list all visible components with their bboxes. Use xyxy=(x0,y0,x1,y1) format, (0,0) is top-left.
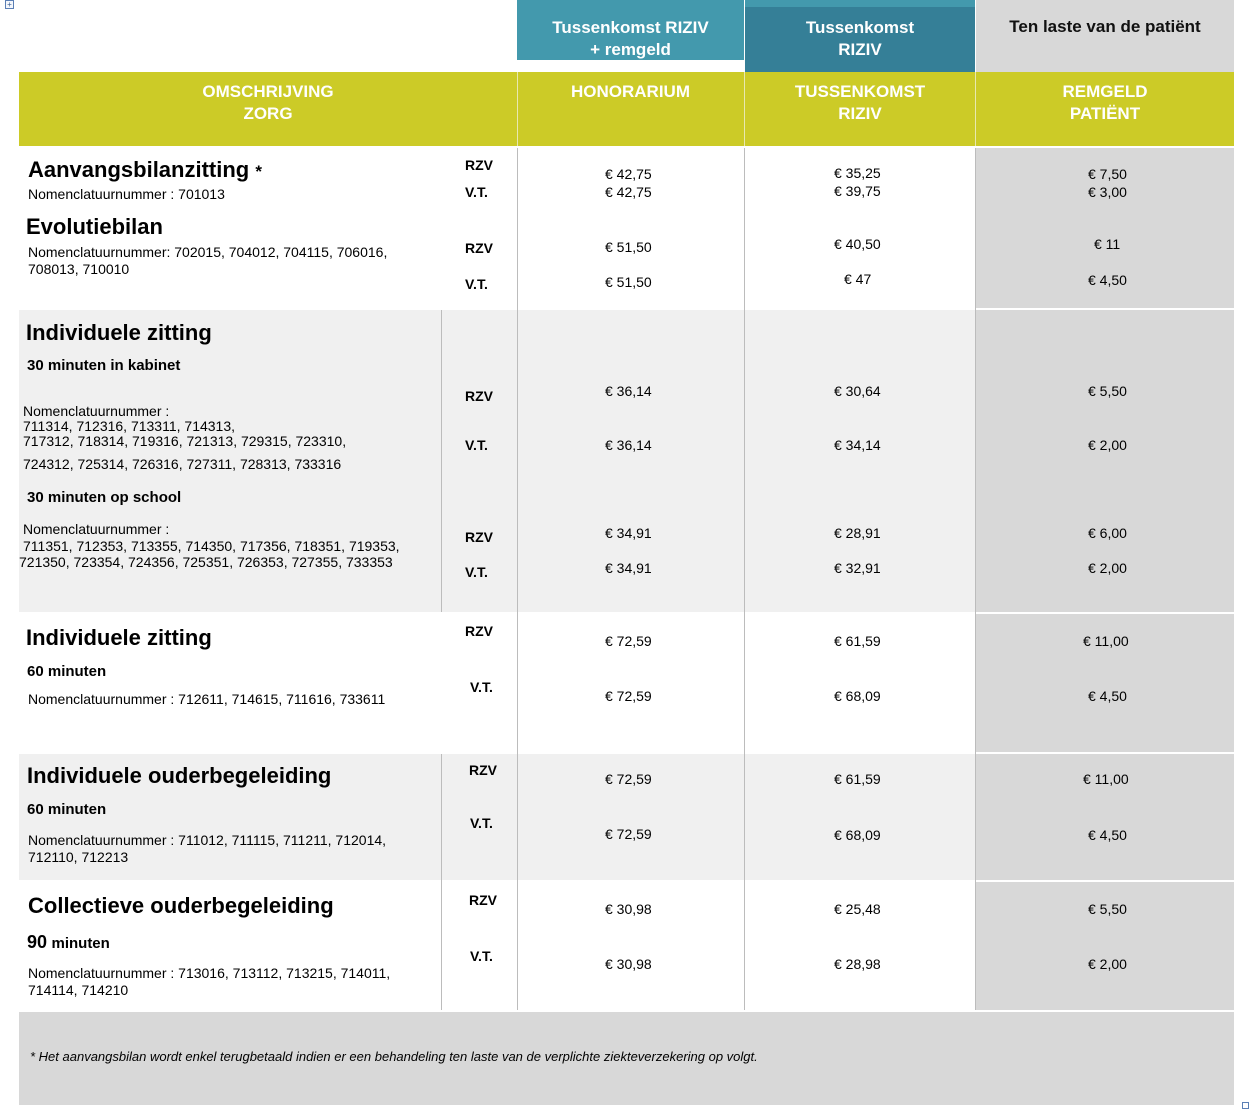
subtitle-60-minuten: 60 minuten xyxy=(27,801,107,818)
honorarium-vt: € 36,14 xyxy=(605,437,652,453)
code-rzv: RZV xyxy=(465,157,493,173)
remgeld-rzv: € 6,00 xyxy=(1088,525,1127,541)
subtitle-90-minuten: 90 minuten xyxy=(27,932,110,952)
tussenkomst-rzv: € 25,48 xyxy=(834,901,881,917)
honorarium-vt: € 72,59 xyxy=(605,826,652,842)
table-move-handle-icon[interactable]: + xyxy=(5,0,14,9)
tussenkomst-rzv: € 61,59 xyxy=(834,633,881,649)
top-header-patient: Ten laste van de patiënt xyxy=(1009,17,1201,36)
section-title-aanvangsbilanzitting: Aanvangsbilanzitting * xyxy=(28,157,262,182)
code-rzv: RZV xyxy=(469,892,497,908)
subtitle-60-minuten: 60 minuten xyxy=(27,663,107,680)
tussenkomst-vt: € 68,09 xyxy=(834,827,881,843)
nomenclature-collectieve-ouderbegeleiding: Nomenclatuurnummer : 713016, 713112, 713215, 714011, 714114, 714210 xyxy=(28,965,391,998)
remgeld-vt: € 4,50 xyxy=(1088,827,1127,843)
nomenclature-label: Nomenclatuurnummer : xyxy=(23,521,170,537)
section-title-evolutiebilan: Evolutiebilan xyxy=(26,214,163,239)
remgeld-rzv: € 11,00 xyxy=(1083,771,1129,787)
remgeld-vt: € 4,50 xyxy=(1088,688,1127,704)
section-title-collectieve-ouderbegeleiding: Collectieve ouderbegeleiding xyxy=(28,893,334,918)
code-vt: V.T. xyxy=(465,184,488,200)
honorarium-rzv: € 42,75 xyxy=(605,166,652,182)
header-remgeld: REMGELD PATIËNT xyxy=(1062,82,1148,123)
asterisk-mark: * xyxy=(255,162,262,181)
code-rzv: RZV xyxy=(465,529,493,545)
nomenclature-kabinet-line3: 724312, 725314, 726316, 727311, 728313, 733316 xyxy=(23,456,342,472)
honorarium-vt: € 42,75 xyxy=(605,184,652,200)
remgeld-rzv: € 11 xyxy=(1094,236,1121,252)
tussenkomst-rzv: € 28,91 xyxy=(834,525,881,541)
header-tussenkomst: TUSSENKOMST RIZIV xyxy=(794,82,926,123)
remgeld-rzv: € 5,50 xyxy=(1088,901,1127,917)
honorarium-rzv: € 36,14 xyxy=(605,383,652,399)
top-header-riziv-remgeld: Tussenkomst RIZIV + remgeld xyxy=(552,18,709,59)
code-rzv: RZV xyxy=(465,623,493,639)
code-vt: V.T. xyxy=(470,815,493,831)
code-rzv: RZV xyxy=(465,240,493,256)
tussenkomst-rzv: € 61,59 xyxy=(834,771,881,787)
remgeld-vt: € 2,00 xyxy=(1088,437,1127,453)
remgeld-rzv: € 11,00 xyxy=(1083,633,1129,649)
section-title-individuele-zitting-30: Individuele zitting xyxy=(26,320,212,345)
remgeld-vt: € 2,00 xyxy=(1088,560,1127,576)
top-header-riziv: Tussenkomst RIZIV xyxy=(805,18,915,59)
tussenkomst-rzv: € 40,50 xyxy=(834,236,881,252)
code-vt: V.T. xyxy=(465,437,488,453)
remgeld-vt: € 3,00 xyxy=(1088,184,1127,200)
code-vt: V.T. xyxy=(470,679,493,695)
nomenclature-individuele-ouderbegeleiding: Nomenclatuurnummer : 711012, 711115, 711211, 712014, 712110, 712213 xyxy=(28,832,387,865)
code-rzv: RZV xyxy=(465,388,493,404)
nomenclature-individuele-60: Nomenclatuurnummer : 712611, 714615, 711616, 733611 xyxy=(28,691,386,707)
code-rzv: RZV xyxy=(469,762,497,778)
nomenclature-school-line1: 711351, 712353, 713355, 714350, 717356, 718351, 719353, xyxy=(23,538,400,554)
section-title-individuele-ouderbegeleiding: Individuele ouderbegeleiding xyxy=(27,763,332,788)
code-vt: V.T. xyxy=(470,948,493,964)
tussenkomst-vt: € 34,14 xyxy=(834,437,881,453)
subtitle-30-minuten-kabinet: 30 minuten in kabinet xyxy=(27,357,181,374)
footnote-text: * Het aanvangsbilan wordt enkel terugbetaald indien er een behandeling ten laste van de verplichte ziekteverzekering op volgt. xyxy=(30,1049,758,1064)
code-vt: V.T. xyxy=(465,276,488,292)
honorarium-rzv: € 30,98 xyxy=(605,901,652,917)
nomenclature-kabinet-line1: 711314, 712316, 713311, 714313, xyxy=(23,418,236,434)
remgeld-rzv: € 7,50 xyxy=(1088,166,1127,182)
honorarium-vt: € 34,91 xyxy=(605,560,652,576)
honorarium-rzv: € 51,50 xyxy=(605,239,652,255)
tussenkomst-vt: € 47 xyxy=(844,271,872,287)
tussenkomst-rzv: € 35,25 xyxy=(834,165,881,181)
nomenclature-kabinet-line2: 717312, 718314, 719316, 721313, 729315, 723310, xyxy=(23,433,347,449)
nomenclature-evolutiebilan: Nomenclatuurnummer: 702015, 704012, 704115, 706016, 708013, 710010 xyxy=(28,244,388,277)
honorarium-vt: € 51,50 xyxy=(605,274,652,290)
tussenkomst-vt: € 32,91 xyxy=(834,560,881,576)
nomenclature-school-line2: 721350, 723354, 724356, 725351, 726353, 727355, 733353 xyxy=(19,554,393,570)
honorarium-vt: € 30,98 xyxy=(605,956,652,972)
tussenkomst-vt: € 39,75 xyxy=(834,183,881,199)
honorarium-vt: € 72,59 xyxy=(605,688,652,704)
remgeld-vt: € 2,00 xyxy=(1088,956,1127,972)
tussenkomst-rzv: € 30,64 xyxy=(834,383,881,399)
section-title-individuele-zitting-60: Individuele zitting xyxy=(26,625,212,650)
table-resize-handle-icon[interactable] xyxy=(1242,1102,1249,1109)
tussenkomst-vt: € 28,98 xyxy=(834,956,881,972)
nomenclature-label: Nomenclatuurnummer : xyxy=(23,403,170,419)
honorarium-rzv: € 34,91 xyxy=(605,525,652,541)
subtitle-30-minuten-school: 30 minuten op school xyxy=(27,489,182,506)
header-honorarium: HONORARIUM xyxy=(571,82,690,101)
header-omschrijving: OMSCHRIJVING ZORG xyxy=(202,82,334,123)
honorarium-rzv: € 72,59 xyxy=(605,633,652,649)
remgeld-rzv: € 5,50 xyxy=(1088,383,1127,399)
nomenclature-aanvangsbilan: Nomenclatuurnummer : 701013 xyxy=(28,186,225,202)
honorarium-rzv: € 72,59 xyxy=(605,771,652,787)
tussenkomst-vt: € 68,09 xyxy=(834,688,881,704)
code-vt: V.T. xyxy=(465,564,488,580)
remgeld-vt: € 4,50 xyxy=(1088,272,1127,288)
